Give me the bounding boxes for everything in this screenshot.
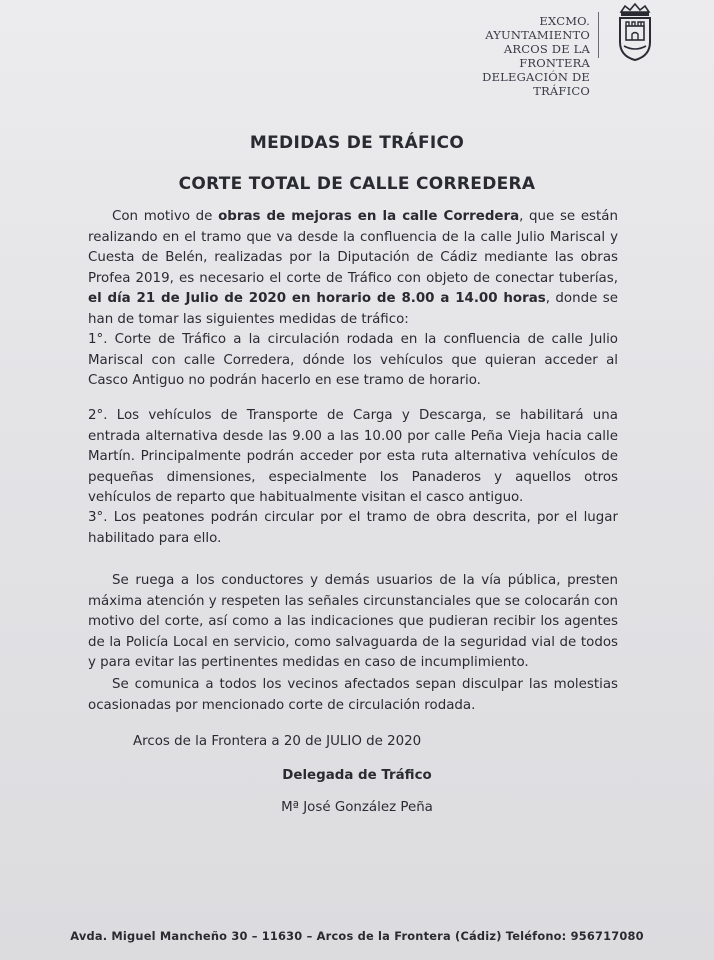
request-paragraph: Se ruega a los conductores y demás usuarios de la vía pública, presten máxima atención y respeten las señales circunstanciales que se colocarán con motivo del corte, así como a las indicaciones que pudieran recibir los agentes de la Policía Local en servicio, como salvaguarda de la seguridad vial de todos y para evitar las pertinentes medidas en caso de incumplimiento. (88, 573, 618, 671)
intro-text-2: , que se están realizando en el tramo que va desde la confluencia de la calle Julio Mariscal y Cuesta de Belén, realizadas por la Diputación de Cádiz mediante las obras Profea 2019, es necesario el corte de Tráfico con objeto de conectar tuberías, (88, 209, 618, 286)
signer-name: Mª José González Peña (281, 800, 433, 815)
letterhead (440, 14, 590, 98)
measure-2: 2°. Los vehículos de Transporte de Carga y Descarga, se habilitará una entrada alternativa desde las 9.00 a las 10.00 por calle Peña Vieja hacia calle Martín. Principalmente podrán acceder por esta ruta alternativa vehículos de pequeñas dimensiones, especialmente los Panaderos y aquellos otros vehículos de reparto que habitualmente visitan el casco antiguo. (88, 408, 618, 506)
apology-paragraph: Se comunica a todos los vecinos afectados sepan disculpar las molestias ocasionadas por mencionado corte de circulación rodada. (88, 677, 618, 713)
municipal-coat-of-arms-icon (615, 2, 655, 62)
intro-paragraph (88, 207, 618, 331)
letterhead-line-3: DELEGACIÓN DE TRÁFICO (482, 70, 590, 98)
intro-text-3: , donde se han de tomar las siguientes medidas de tráfico: (88, 291, 618, 327)
intro-text-1: Con motivo de (112, 209, 219, 224)
intro-bold-works: obras de mejoras en la calle Corredera (218, 209, 520, 224)
document-subtitle: CORTE TOTAL DE CALLE CORREDERA (178, 174, 536, 194)
measure-1: 1°. Corte de Tráfico a la circulación rodada en la confluencia de calle Julio Mariscal con calle Corredera, dónde los vehículos que quieran acceder al Casco Antiguo no podrán hacerlo en ese tramo de horario. (88, 332, 618, 389)
footer-address: Avda. Miguel Mancheño 30 – 11630 – Arcos de la Frontera (Cádiz) Teléfono: 956717080 (70, 929, 644, 943)
signer-role: Delegada de Tráfico (282, 768, 432, 783)
letterhead-divider (598, 12, 599, 58)
intro-bold-date: el día 21 de Julio de 2020 en horario de 8.00 a 14.00 horas (88, 291, 546, 307)
letterhead-line-1: EXCMO. AYUNTAMIENTO (485, 14, 590, 42)
letterhead-line-2: ARCOS DE LA FRONTERA (503, 42, 590, 70)
document-title: MEDIDAS DE TRÁFICO (249, 133, 465, 153)
measure-3: 3°. Los peatones podrán circular por el tramo de obra descrita, por el lugar habilitado para ello. (88, 510, 618, 546)
place-and-date: Arcos de la Frontera a 20 de JULIO de 2020 (133, 734, 422, 749)
